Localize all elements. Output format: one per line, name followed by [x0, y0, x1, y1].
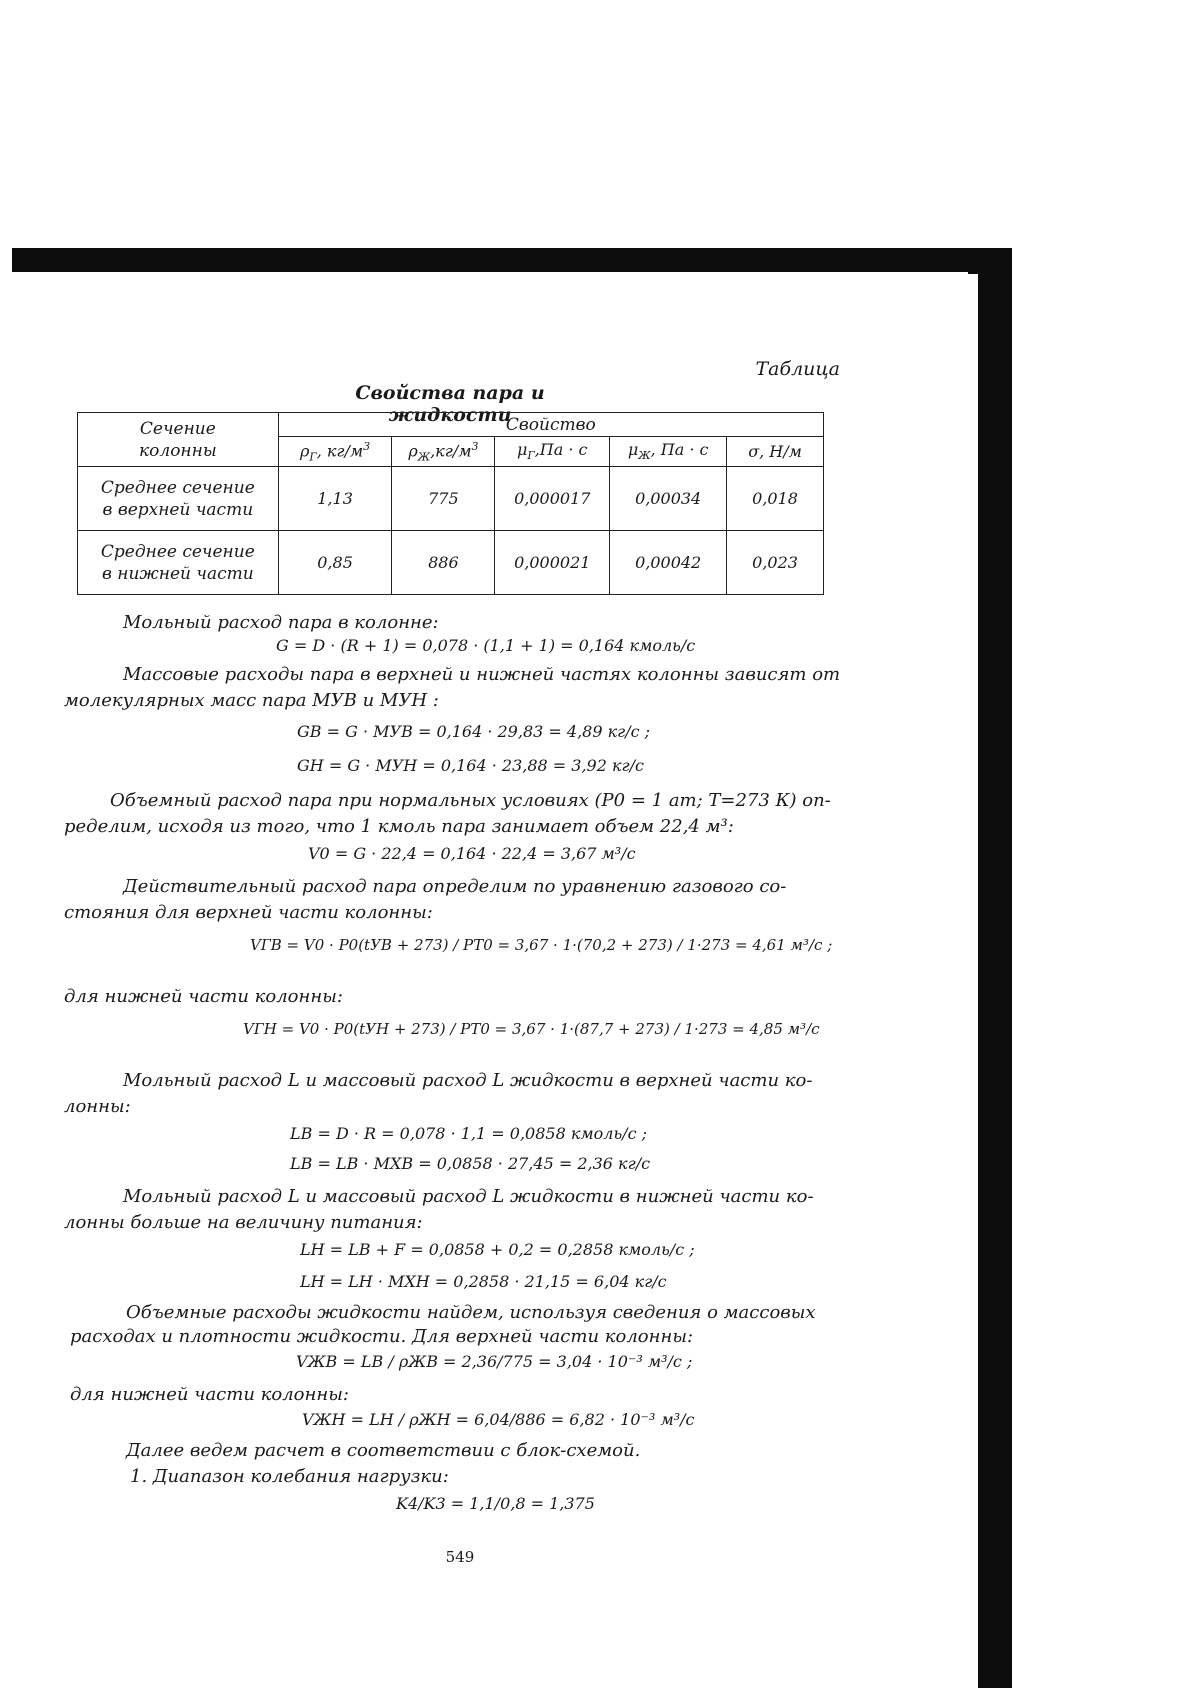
paragraph: для нижней части колонны: — [64, 986, 343, 1007]
formula: LН = LВ + F = 0,0858 + 0,2 = 0,2858 кмоль/с ; — [300, 1240, 695, 1259]
table-cell: 0,000021 — [495, 531, 610, 595]
table-cell: 0,018 — [727, 467, 824, 531]
paragraph: молекулярных масс пара MУВ и MУН : — [64, 690, 439, 711]
paragraph: Объемные расходы жидкости найдем, используя сведения о массовых — [126, 1302, 816, 1323]
table-cell: 0,85 — [278, 531, 392, 595]
formula: VГН = V0 · P0(tУН + 273) / PT0 = 3,67 · 1·(87,7 + 273) / 1·273 = 4,85 м³/с — [243, 1020, 820, 1038]
formula: LВ = D · R = 0,078 · 1,1 = 0,0858 кмоль/с ; — [290, 1124, 648, 1143]
table-label: Таблица — [755, 358, 840, 380]
paragraph: ределим, исходя из того, что 1 кмоль пара занимает объем 22,4 м³: — [64, 816, 734, 837]
column-header: $\rho_Ж,кг/м^3$ — [392, 437, 495, 467]
formula: VГВ = V0 · P0(tУВ + 273) / PT0 = 3,67 · 1·(70,2 + 273) / 1·273 = 4,61 м³/с ; — [250, 936, 833, 954]
table-row — [78, 467, 824, 531]
list-item: 1. Диапазон колебания нагрузки: — [130, 1466, 449, 1487]
formula: V0 = G · 22,4 = 0,164 · 22,4 = 3,67 м³/с — [308, 844, 636, 863]
formula: VЖВ = LВ / ρЖВ = 2,36/775 = 3,04 · 10⁻³ м³/с ; — [296, 1352, 693, 1371]
formula: LВ = LВ · MХВ = 0,0858 · 27,45 = 2,36 кг/с — [290, 1154, 651, 1173]
formula: LН = LН · MХН = 0,2858 · 21,15 = 6,04 кг/с — [300, 1272, 667, 1291]
table-row — [78, 531, 824, 595]
column-header: $\mu_Ж$, Па · с — [610, 437, 727, 467]
paragraph: Мольный расход L и массовый расход L жидкости в верхней части ко- — [123, 1070, 813, 1091]
table-cell: 0,023 — [727, 531, 824, 595]
paragraph: расходах и плотности жидкости. Для верхней части колонны: — [70, 1326, 694, 1347]
table-cell: 0,00042 — [610, 531, 727, 595]
table-cell: 0,00034 — [610, 467, 727, 531]
table-cell: 1,13 — [278, 467, 392, 531]
formula: GН = G · MУН = 0,164 · 23,88 = 3,92 кг/с — [297, 756, 644, 775]
row-label: Среднее сечение в верхней части — [78, 467, 279, 531]
properties-table — [77, 412, 824, 595]
header-group: Свойство — [278, 413, 823, 437]
formula: G = D · (R + 1) = 0,078 · (1,1 + 1) = 0,164 кмоль/с — [276, 636, 696, 655]
table-title: Свойства пара и жидкости — [355, 382, 545, 426]
row-label: Среднее сечение в нижней части — [78, 531, 279, 595]
paragraph: Далее ведем расчет в соответствии с блок-схемой. — [126, 1440, 641, 1461]
paragraph: Массовые расходы пара в верхней и нижней частях колонны зависят от — [123, 664, 841, 685]
scan-border-right — [978, 256, 1012, 1688]
formula: VЖН = LН / ρЖН = 6,04/886 = 6,82 · 10⁻³ м³/с — [302, 1410, 695, 1429]
column-header: $\mu_Г,Па \cdot с$ — [495, 437, 610, 467]
header-section: Сечение колонны — [78, 413, 279, 467]
page-number: 549 — [445, 1548, 475, 1566]
paragraph: лонны больше на величину питания: — [64, 1212, 423, 1233]
paragraph: для нижней части колонны: — [70, 1384, 349, 1405]
column-header: σ, Н/м — [727, 437, 824, 467]
paragraph: Действительный расход пара определим по уравнению газового со- — [123, 876, 787, 897]
table-cell: 886 — [392, 531, 495, 595]
formula: K4/K3 = 1,1/0,8 = 1,375 — [396, 1494, 595, 1513]
table-cell: 0,000017 — [495, 467, 610, 531]
paragraph: стояния для верхней части колонны: — [64, 902, 433, 923]
paragraph: лонны: — [64, 1096, 131, 1117]
paragraph: Мольный расход L и массовый расход L жидкости в нижней части ко- — [123, 1186, 814, 1207]
formula: GВ = G · MУВ = 0,164 · 29,83 = 4,89 кг/с ; — [297, 722, 651, 741]
scan-border-top — [12, 248, 1012, 272]
paragraph: Объемный расход пара при нормальных условиях (P0 = 1 ат; T=273 К) оп- — [110, 790, 831, 811]
column-header: $\rho_Г$, $кг/м^3$ — [278, 437, 392, 467]
table-cell: 775 — [392, 467, 495, 531]
paragraph: Мольный расход пара в колонне: — [123, 612, 439, 633]
